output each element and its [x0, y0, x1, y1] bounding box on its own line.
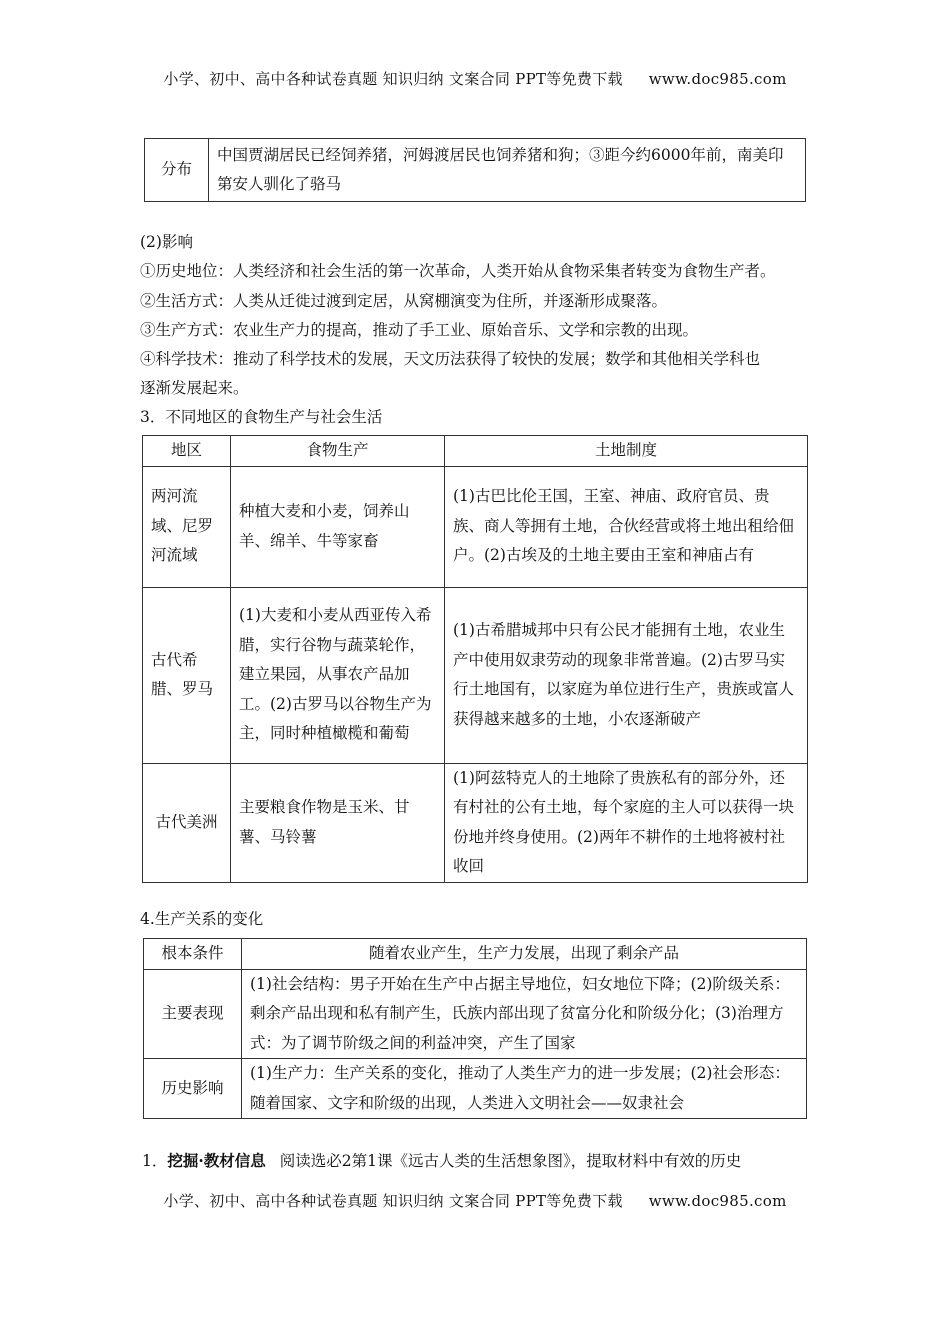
impact-item: 逐渐发展起来。: [140, 379, 249, 397]
impact-item: ①历史地位：人类经济和社会生活的第一次革命，人类开始从食物采集者转变为食物生产者。: [140, 262, 776, 280]
page-footer: [0, 1190, 950, 1211]
relation-label: 主要表现: [144, 969, 242, 1059]
relation-label: 历史影响: [144, 1059, 242, 1119]
region-cell: 两河流域、尼罗河流域: [143, 466, 231, 587]
relation-table: [143, 938, 807, 1119]
paragraph-number: 1．: [142, 1152, 168, 1170]
food-cell: (1)大麦和小麦从西亚传入希腊，实行谷物与蔬菜轮作，建立果园，从事农产品加工。(2)古罗马以谷物生产为主，同时种植橄榄和葡萄: [231, 587, 445, 763]
table-header-row: [143, 436, 808, 467]
land-cell: (1)古巴比伦王国，王室、神庙、政府官员、贵族、商人等拥有土地，合伙经营或将土地出租给佃户。(2)古埃及的土地主要由王室和神庙占有: [445, 466, 808, 587]
impact-item: ②生活方式：人类从迁徙过渡到定居，从窝棚演变为住所，并逐渐形成聚落。: [140, 292, 668, 310]
header-land: 土地制度: [445, 436, 808, 467]
region-cell: 古代希腊、罗马: [143, 587, 231, 763]
relation-label: 根本条件: [144, 939, 242, 970]
page-header: [0, 68, 950, 89]
bottom-paragraph: [142, 1146, 741, 1176]
header-food: 食物生产: [231, 436, 445, 467]
land-cell: (1)古希腊城邦中只有公民才能拥有土地，农业生产中使用奴隶劳动的现象非常普遍。(2)古罗马实行土地国有，以家庭为单位进行生产，贵族或富人获得越来越多的土地，小农逐渐破产: [445, 587, 808, 763]
impact-heading: (2)影响: [140, 233, 193, 251]
relation-content: 随着农业产生，生产力发展，出现了剩余产品: [242, 939, 807, 970]
section4-heading: 4.生产关系的变化: [140, 910, 264, 928]
table-row: [143, 587, 808, 763]
header-text: 小学、初中、高中各种试卷真题 知识归纳 文案合同 PPT等免费下载: [163, 70, 623, 88]
paragraph-label: 挖掘·教材信息: [167, 1151, 266, 1170]
table-row: [143, 763, 808, 882]
distribution-label: 分布: [145, 139, 209, 202]
food-cell: 种植大麦和小麦，饲养山羊、绵羊、牛等家畜: [231, 466, 445, 587]
table-row: [144, 1059, 807, 1119]
distribution-content: 中国贾湖居民已经饲养猪，河姆渡居民也饲养猪和狗；③距今约6000年前，南美印第安人驯化了骆马: [209, 139, 806, 202]
section3-heading: 3．不同地区的食物生产与社会生活: [140, 408, 383, 426]
header-region: 地区: [143, 436, 231, 467]
relation-content: (1)社会结构：男子开始在生产中占据主导地位，妇女地位下降；(2)阶级关系：剩余产品出现和私有制产生，氏族内部出现了贫富分化和阶级分化；(3)治理方式：为了调节阶级之间的利益冲突，产生了国家: [242, 969, 807, 1059]
region-cell: 古代美洲: [143, 763, 231, 882]
header-url[interactable]: www.doc985.com: [648, 70, 787, 88]
distribution-table: [144, 138, 806, 202]
region-table: [142, 435, 808, 883]
paragraph-text: 阅读选必2第1课《远古人类的生活想象图》，提取材料中有效的历史: [279, 1152, 742, 1170]
impact-item: ③生产方式：农业生产力的提高，推动了手工业、原始音乐、文学和宗教的出现。: [140, 321, 699, 339]
table-row: [144, 969, 807, 1059]
impact-item: ④科学技术：推动了科学技术的发展，天文历法获得了较快的发展；数学和其他相关学科也: [140, 350, 761, 368]
footer-text: 小学、初中、高中各种试卷真题 知识归纳 文案合同 PPT等免费下载: [163, 1192, 623, 1210]
table-row: [144, 939, 807, 970]
food-cell: 主要粮食作物是玉米、甘薯、马铃薯: [231, 763, 445, 882]
footer-url[interactable]: www.doc985.com: [648, 1192, 787, 1210]
land-cell: (1)阿兹特克人的土地除了贵族私有的部分外，还有村社的公有土地，每个家庭的主人可以获得一块份地并终身使用。(2)两年不耕作的土地将被村社收回: [445, 763, 808, 882]
table-row: [143, 466, 808, 587]
relation-content: (1)生产力：生产关系的变化，推动了人类生产力的进一步发展；(2)社会形态：随着国家、文字和阶级的出现，人类进入文明社会——奴隶社会: [242, 1059, 807, 1119]
